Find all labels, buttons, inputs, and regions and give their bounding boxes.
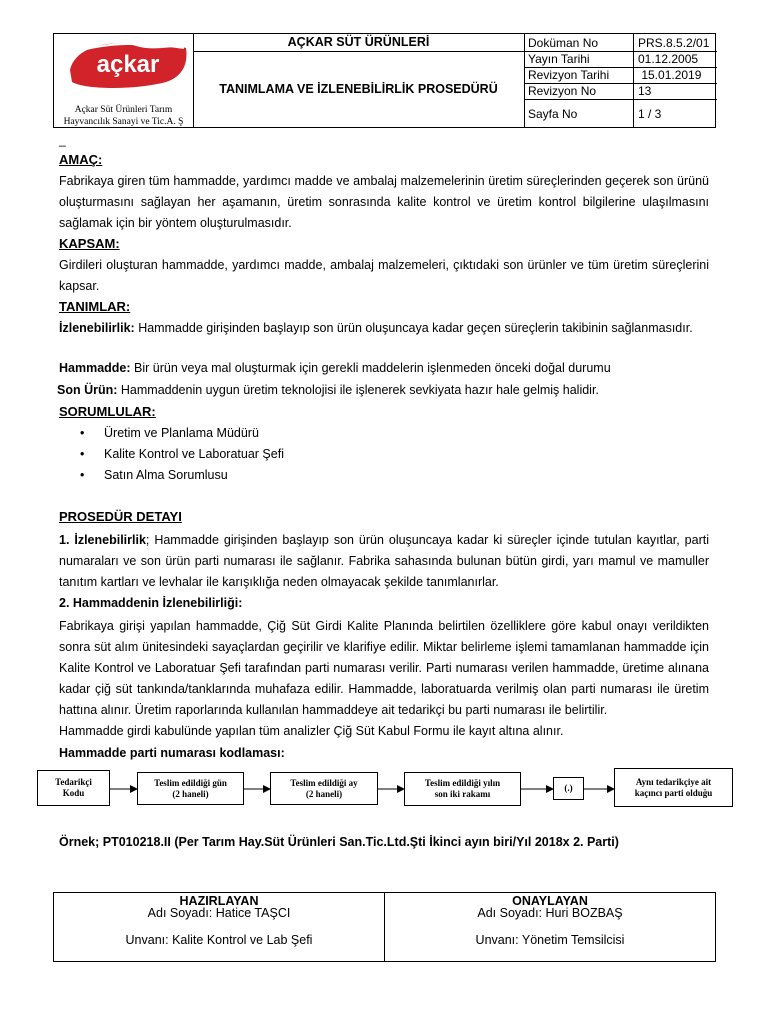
flow-step-line: (2 haneli) [305,788,343,799]
flow-step [270,772,378,805]
section-heading-prosedur: PROSEDÜR DETAYI [59,509,182,524]
company-subtitle [54,104,193,128]
flow-step-line: Kodu [62,788,85,798]
flow-step-line: Teslim edildiği yılın [424,778,501,788]
responsible-item: Kalite Kontrol ve Laboratuar Şefi [104,447,284,461]
prepared-by [54,893,384,961]
flow-step [553,777,584,800]
definition-hammadde [59,361,611,375]
definition-izlenebilirlik [59,318,709,339]
kapsam-text: Girdileri oluşturan hammadde, yardımcı madde, ambalaj malzemeleri, çıktıdaki son ürünler ve tüm üretim süreçlerini kapsar. [59,258,709,293]
definition-term: Hammadde: [59,361,131,375]
bullet-mark: • [80,468,85,482]
header-divider [524,34,525,127]
header-divider [633,34,634,127]
approved-by [385,893,715,961]
prepared-by-name: Adı Soyadı: Hatice TAŞCI [147,906,291,920]
procedure-step-2-text2: Hammadde girdi kabulünde yapılan tüm analizler Çiğ Süt Kabul Formu ile kayıt altına alınır. [59,724,564,738]
doc-no-value: PRS.8.5.2/01 [638,36,710,50]
flow-step-line: Teslim edildiği ay [290,777,358,788]
section-heading-sorumlular: SORUMLULAR: [59,404,156,419]
definition-term: Son Ürün: [57,383,118,397]
bullet-mark: • [80,426,85,440]
flow-step-line: Teslim edildiği gün [154,777,227,788]
flow-step-line: (.) [564,783,573,793]
publish-date-value: 01.12.2005 [638,52,699,66]
flow-step [137,772,244,805]
page-no-label: Sayfa No [528,107,578,121]
prepared-by-title: Unvanı: Kalite Kontrol ve Lab Şefi [125,933,313,947]
responsible-item: Üretim ve Planlama Müdürü [104,426,259,440]
step-text: ; Hammadde girişinden başlayıp son ürün oluşuncaya kadar ki süreçler içinde tutulan kayıtlar, parti numaraları ve son ürün parti numarası ile sağlanır. Fabrika sahasında bulunan bütün girdi, yarı mamul ve mamuller tanıtım kartları ve levhalar ile karışıklığa neden olmayacak şekilde tanımlanırlar. [59,533,709,589]
page-no-value: 1 / 3 [638,107,662,121]
flow-step-line: Tedarikçi [55,777,92,787]
section-heading-tanimlar: TANIMLAR: [59,299,131,314]
revision-date-label: Revizyon Tarihi [528,68,610,82]
procedure-step-2-heading: 2. Hammaddenin İzlenebilirliği: [59,596,243,610]
approved-by-name: Adı Soyadı: Huri BOZBAŞ [477,906,623,920]
header-divider [524,99,717,100]
definition-term: İzlenebilirlik: [59,321,135,335]
flow-step [37,770,110,806]
section-heading-kapsam: KAPSAM: [59,236,120,251]
step-term: 1. İzlenebilirlik [59,533,146,547]
company-subtitle-line: Açkar Süt Ürünleri Tarım [74,105,173,115]
revision-no-label: Revizyon No [528,84,597,98]
company-subtitle-line: Hayvancılık Sanayi ve Tic.A. Ş [63,117,184,127]
approved-by-heading: ONAYLAYAN [512,894,588,908]
svg-text:açkar: açkar [96,51,160,78]
approved-by-title: Unvanı: Yönetim Temsilcisi [475,933,625,947]
coding-example: Örnek; PT010218.II (Per Tarım Hay.Süt Ürünleri San.Tic.Ltd.Şti İkinci ayın biri/Yıl 2018x 2. Parti) [59,835,619,849]
ackar-logo [66,38,190,88]
definition-text: Hammaddenin uygun üretim teknolojisi ile işlenerek sevkiyata hazır hale gelmiş halidir. [117,383,599,397]
revision-no-value: 13 [638,84,652,98]
amac-text: Fabrikaya giren tüm hammadde, yardımcı madde ve ambalaj malzemelerinin üretim süreçlerinden geçerek son ürünü oluşturmasını sağlayan her aşamanın, üretim sonrasında kalite kontrol ve üretim kontrol bilgilerine ulaşılmasını sağlamak için bir yöntem oluşturulmasıdır. [59,174,709,230]
flow-step-line: (2 haneli) [172,788,209,799]
prepared-by-heading: HAZIRLAYAN [179,894,259,908]
flow-step [614,768,733,807]
procedure-step-1 [59,530,709,593]
flow-step [404,772,521,806]
flow-step-line: son iki rakamı [434,789,491,799]
publish-date-label: Yayın Tarihi [528,52,590,66]
flow-step-line: Aynı tedarikçiye ait [635,776,712,787]
section-heading-amac: AMAÇ: [59,152,103,167]
dash-mark: _ [59,133,66,147]
procedure-step-2-text: Fabrikaya girişi yapılan hammadde, Çiğ Süt Girdi Kalite Planında belirtilen özelliklere göre kabul onayı verildikten sonra süt alım ünitesindeki sayaçlardan geçirilir ve klarifiye edilir. Miktar belirleme işlemi tamamlanan hammadde için Kalite Kontrol ve Laboratuar Şefi tarafından parti numarası verilir. Parti numarası verilen hammadde, üretime alınana kadar çiğ süt tankında/tanklarında muhafaza edilir. Hammadde, laboratuarda verilmiş olan parti numarası ile üretim hattına alınır. Üretim raporlarında kullanılan hammaddeye ait tedarikçi bu parti numarası ile belirtilir. [59,619,709,717]
definition-son-urun [57,383,599,397]
definition-text: Hammadde girişinden başlayıp son ürün oluşuncaya kadar geçen süreçlerin takibinin sağlanmasıdır. [134,321,693,335]
definition-text: Bir ürün veya mal oluşturmak için gerekli maddelerin işlenmeden önceki doğal durumu [130,361,611,375]
company-title: AÇKAR SÜT ÜRÜNLERİ [287,35,430,49]
document-title: TANIMLAMA VE İZLENEBİLİRLİK PROSEDÜRÜ [219,82,498,96]
document-header [53,33,716,128]
flow-step-line: kaçıncı parti olduğu [634,787,713,798]
responsible-item: Satın Alma Sorumlusu [104,468,228,482]
coding-heading: Hammadde parti numarası kodlaması: [59,746,285,760]
signature-table [53,892,716,962]
bullet-mark: • [80,447,85,461]
header-divider [193,51,524,52]
revision-date-value: 15.01.2019 [638,68,702,82]
doc-no-label: Doküman No [528,36,599,50]
